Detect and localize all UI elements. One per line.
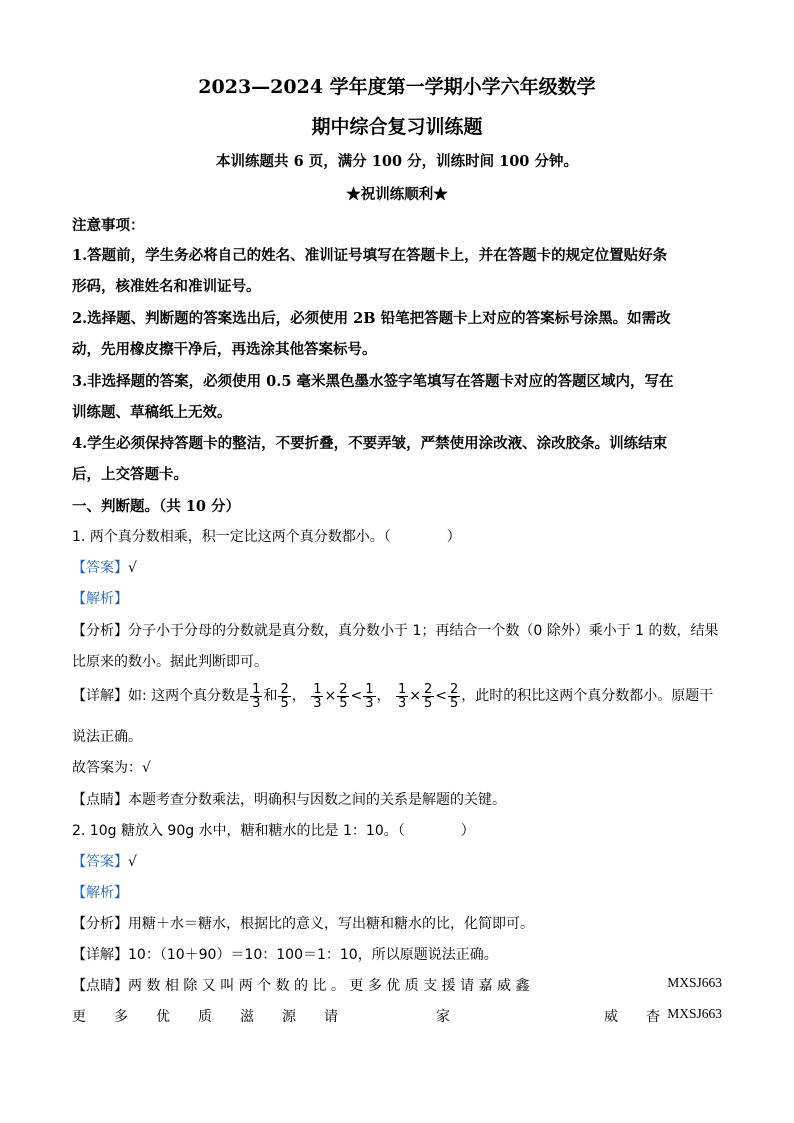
exam-wish: ★祝训练顺利★	[346, 186, 448, 203]
q1-fenxi-line-2: 比原来的数小。据此判断即可。	[72, 654, 268, 670]
q1-analysis-tag: 【解析】	[72, 591, 128, 607]
note-2-line-2: 动，先用橡皮擦干净后，再选涂其他答案标号。	[72, 341, 377, 358]
note-1-line-2: 形码，核准姓名和准训证号。	[72, 278, 261, 295]
fraction-two-fifths: $\frac{2}{5}$	[280, 681, 289, 711]
q2-fenxi	[72, 913, 534, 933]
question-1: 1. 两个真分数相乘，积一定比这两个真分数都小。（ ）	[72, 529, 461, 545]
q1-detail-line-2: 说法正确。	[72, 729, 142, 745]
note-3-line-1: 3.非选择题的答案，必须使用 0.5 毫米黑色墨水签字笔填写在答题卡对应的答题区域内，写在	[72, 373, 674, 390]
q1-detail-line-1: 【详解】如: 这两个真分数是 $\frac{1}{3}$ 和 $\frac{2}{5}$ ， $\frac{1}{3}$ × $\frac{2}{5}$ < $\frac{1}{3}$ ， $\frac{1}{3}$ × $\frac{2}{5}$ < $\frac{2}{5}$ ，此时的积比这两个真分数都小。原题干	[72, 681, 714, 711]
fenxi-text: 用糖＋水＝糖水，根据比的意义，写出糖和糖水的比，化简即可。	[128, 916, 534, 932]
fraction-one-third: $\frac{1}{3}$	[397, 681, 407, 711]
section-heading: 一、判断题。（共 10 分）	[72, 498, 241, 515]
note-4-line-2: 后，上交答题卡。	[72, 466, 188, 483]
fraction-one-third: $\frac{1}{3}$	[365, 681, 374, 711]
detail-text: 10：（10＋90）＝10：100＝1：10，所以原题说法正确。	[128, 947, 498, 963]
answer-tag: 【答案】	[72, 560, 128, 576]
q2-analysis-tag: 【解析】	[72, 885, 128, 901]
watermark-code-2: MXSJ663	[667, 1006, 722, 1021]
page-title: 2023—2024 学年度第一学期小学六年级数学	[198, 76, 596, 98]
detail-tag: 【详解】	[72, 947, 128, 963]
dianjing-text: 两 数 相 除 又 叫 两 个 数 的 比 。 更 多 优 质 支 援 请 嘉 威 鑫	[128, 978, 530, 994]
q2-detail	[72, 944, 498, 964]
note-1-line-1: 1.答题前，学生务必将自己的姓名、准训证号填写在答题卡上，并在答题卡的规定位置贴好条	[72, 247, 668, 264]
fraction-two-fifths: $\frac{2}{5}$	[339, 681, 348, 711]
detail-tag: 【详解】	[72, 688, 128, 704]
detail-prefix: 如: 这两个真分数是	[128, 688, 250, 704]
detail-suffix: ，此时的积比这两个真分数都小。原题干	[461, 688, 714, 704]
q1-answer	[72, 557, 137, 577]
q1-fenxi-line-1	[72, 620, 719, 640]
q2-dianjing	[72, 975, 529, 995]
q2-answer	[72, 851, 137, 871]
fraction-one-third: $\frac{1}{3}$	[252, 681, 261, 711]
fenxi-tag: 【分析】	[72, 916, 128, 932]
fenxi-tag: 【分析】	[72, 623, 128, 639]
notes-heading: 注意事项：	[72, 217, 145, 234]
fraction-two-fifths: $\frac{2}{5}$	[423, 681, 433, 711]
watermark-line: 更 多 优 质 滋 源 请 家 威 杳	[72, 1009, 660, 1025]
dianjing-tag: 【点睛】	[72, 978, 128, 994]
question-2: 2. 10g 糖放入 90g 水中，糖和糖水的比是 1：10。（ ）	[72, 823, 475, 839]
q1-dianjing	[72, 789, 506, 809]
note-2-line-1: 2.选择题、判断题的答案选出后，必须使用 2B 铅笔把答题卡上对应的答案标号涂黑。如需改	[72, 310, 671, 327]
exam-info: 本训练题共 6 页，满分 100 分，训练时间 100 分钟。	[216, 153, 578, 170]
watermark-code-1: MXSJ663	[667, 975, 722, 990]
page-subtitle: 期中综合复习训练题	[311, 116, 483, 138]
answer-tag: 【答案】	[72, 854, 128, 870]
q1-final-answer: 故答案为：√	[72, 760, 151, 776]
answer-value: √	[128, 854, 137, 870]
answer-value: √	[128, 560, 137, 576]
dianjing-text: 本题考查分数乘法，明确积与因数之间的关系是解题的关键。	[128, 792, 506, 808]
fraction-one-third: $\frac{1}{3}$	[313, 681, 322, 711]
fenxi-text: 分子小于分母的分数就是真分数，真分数小于 1；再结合一个数（0 除外）乘小于 1 的数，结果	[128, 623, 719, 639]
dianjing-tag: 【点睛】	[72, 792, 128, 808]
note-4-line-1: 4.学生必须保持答题卡的整洁，不要折叠，不要弄皱，严禁使用涂改液、涂改胶条。训练结束	[72, 435, 668, 452]
note-3-line-2: 训练题、草稿纸上无效。	[72, 404, 232, 421]
fraction-two-fifths: $\frac{2}{5}$	[449, 681, 459, 711]
